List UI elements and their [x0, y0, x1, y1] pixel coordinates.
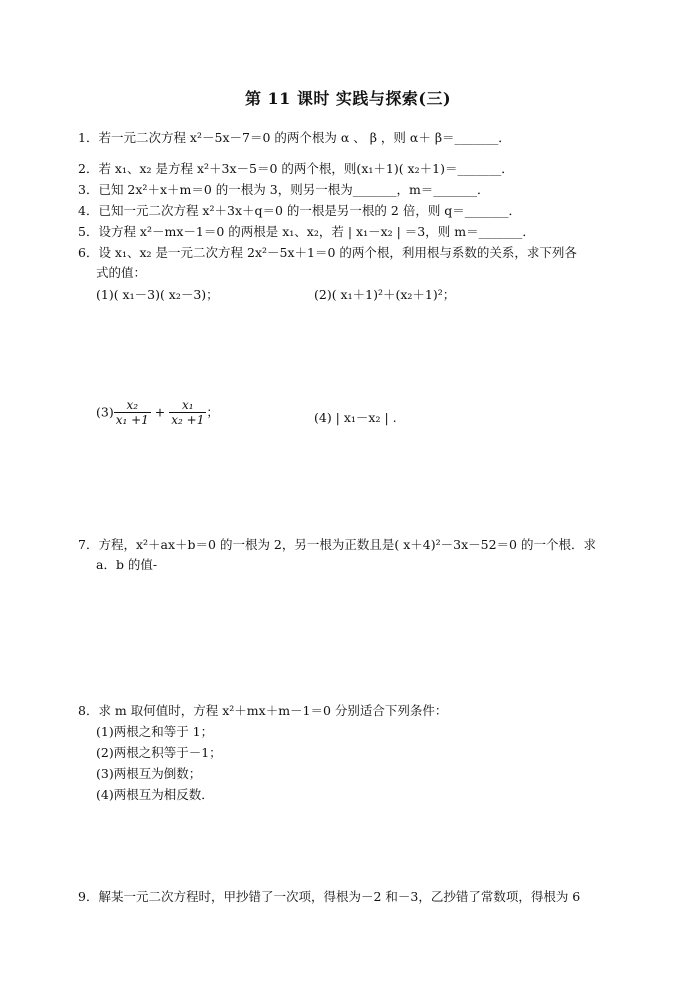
question-5: 5．设方程 x²－mx－1＝0 的两根是 x₁、x₂，若 | x₁－x₂ | ＝3，则 m＝_______． [78, 224, 535, 239]
question-7-line-2: a．b 的值- [96, 557, 158, 572]
question-8-condition-2: (2)两根之积等于－1； [96, 745, 222, 760]
question-6-line-2: 式的值： [96, 265, 147, 280]
page-title: 第 11 课时 实践与探索(三) [244, 89, 452, 108]
question-6-part-2: (2)( x₁＋1)²＋(x₂＋1)²； [314, 287, 456, 302]
question-8-condition-3: (3)两根互为倒数； [96, 766, 202, 781]
question-6-part-4: (4) | x₁－x₂ | . [314, 410, 397, 425]
question-8-line-1: 8．求 m 取何值时，方程 x²＋mx＋m－1＝0 分别适合下列条件： [78, 703, 448, 718]
fraction-2-numerator: x₁ [169, 398, 206, 413]
fraction-2-denominator: x₂ +1 [171, 413, 205, 427]
fraction-1-denominator: x₁ +1 [115, 413, 149, 427]
question-6-line-1: 6．设 x₁、x₂ 是一元二次方程 2x²－5x＋1＝0 的两个根，利用根与系数的关系，求下列各 [78, 245, 577, 260]
question-2: 2．若 x₁、x₂ 是方程 x²＋3x－5＝0 的两个根，则(x₁＋1)( x₂＋1)＝_______． [78, 161, 514, 176]
fraction-2 [169, 398, 206, 428]
question-6-part-3 [96, 398, 219, 428]
question-8-condition-1: (1)两根之和等于 1； [96, 724, 214, 739]
question-1: 1．若一元二次方程 x²－5x－7＝0 的两个根为 α 、 β ，则 α＋ β＝_______． [78, 130, 511, 145]
question-6-part-1: (1)( x₁－3)( x₂－3)； [96, 287, 219, 302]
fraction-1 [114, 398, 151, 428]
part-3-prefix: (3) [96, 404, 114, 420]
question-7-line-1: 7．方程，x²＋ax＋b＝0 的一根为 2，另一根为正数且是( x＋4)²－3x－52＝0 的一个根．求 [78, 537, 596, 552]
fraction-1-numerator: x₂ [114, 398, 151, 413]
plus-sign: + [154, 404, 166, 420]
question-3: 3．已知 2x²＋x＋m＝0 的一根为 3，则另一根为_______，m＝_______． [78, 182, 490, 197]
part-3-suffix: ； [206, 404, 219, 420]
question-8-condition-4: (4)两根互为相反数． [96, 787, 214, 802]
question-9: 9．解某一元二次方程时，甲抄错了一次项，得根为－2 和－3，乙抄错了常数项，得根为 6 [78, 889, 581, 904]
question-4: 4．已知一元二次方程 x²＋3x＋q＝0 的一根是另一根的 2 倍，则 q＝_______． [78, 203, 522, 218]
